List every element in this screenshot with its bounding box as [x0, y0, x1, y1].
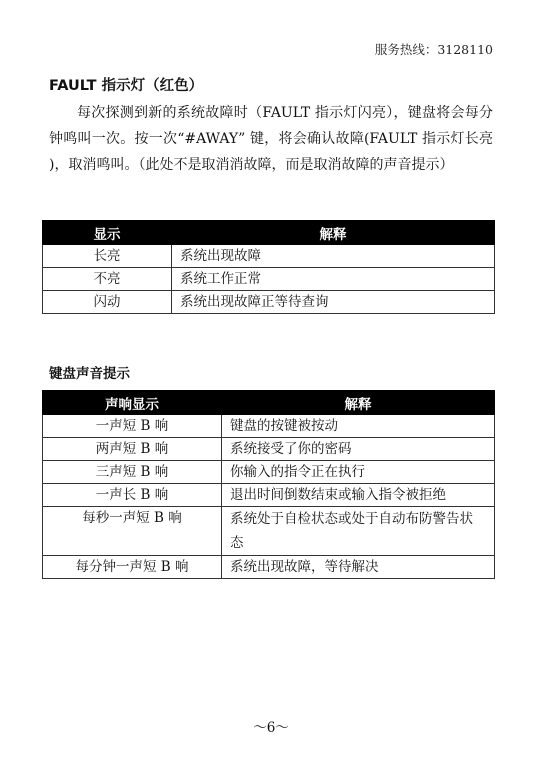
sound-cell: 三声短 B 响 — [43, 461, 222, 484]
sound-cell: 每分钟一声短 B 响 — [43, 556, 222, 579]
table-row — [43, 438, 495, 461]
sound-cell: 一声长 B 响 — [43, 484, 222, 507]
explanation-cell: 退出时间倒数结束或输入指令被拒绝 — [222, 484, 495, 507]
explanation-cell: 系统工作正常 — [172, 268, 495, 291]
table-row — [43, 507, 495, 556]
explanation-cell: 系统出现故障 — [172, 245, 495, 268]
column-header-explanation: 解释 — [172, 221, 495, 245]
explanation-cell: 你输入的指令正在执行 — [222, 461, 495, 484]
column-header-explanation: 解释 — [222, 391, 495, 415]
table-row — [43, 556, 495, 579]
fault-section-title: FAULT 指示灯（红色） — [49, 78, 204, 94]
column-header-sound: 声响显示 — [43, 391, 222, 415]
explanation-cell: 系统出现故障正等待查询 — [172, 291, 495, 314]
sound-cell: 两声短 B 响 — [43, 438, 222, 461]
table-row — [43, 268, 495, 291]
table-row — [43, 484, 495, 507]
display-cell: 长亮 — [43, 245, 172, 268]
explanation-cell: 键盘的按键被按动 — [222, 415, 495, 438]
fault-description-paragraph: 每次探测到新的系统故障时（FAULT 指示灯闪亮），键盘将会每分钟鸣叫一次。按一次“#AWAY” 键，将会确认故障(FAULT 指示灯长亮 )，取消鸣叫。（此处不是取消消故障，而是取消故障的声音提示） — [49, 105, 493, 173]
keyboard-sound-table — [42, 390, 495, 579]
table-header-row — [43, 221, 495, 245]
explanation-cell: 系统接受了你的密码 — [222, 438, 495, 461]
sound-cell: 每秒一声短 B 响 — [43, 507, 222, 556]
page-number: ～6～ — [253, 720, 289, 736]
keyboard-sound-section-title: 键盘声音提示 — [49, 366, 130, 382]
table-header-row — [43, 391, 495, 415]
table-row — [43, 461, 495, 484]
explanation-cell: 系统出现故障，等待解决 — [222, 556, 495, 579]
table-row — [43, 291, 495, 314]
table-row — [43, 245, 495, 268]
display-cell: 不亮 — [43, 268, 172, 291]
fault-indicator-table — [42, 220, 495, 314]
table-row — [43, 415, 495, 438]
explanation-cell: 系统处于自检状态或处于自动布防警告状态 — [222, 507, 495, 556]
sound-cell: 一声短 B 响 — [43, 415, 222, 438]
column-header-display: 显示 — [43, 221, 172, 245]
service-hotline: 服务热线：3128110 — [374, 42, 493, 57]
display-cell: 闪动 — [43, 291, 172, 314]
